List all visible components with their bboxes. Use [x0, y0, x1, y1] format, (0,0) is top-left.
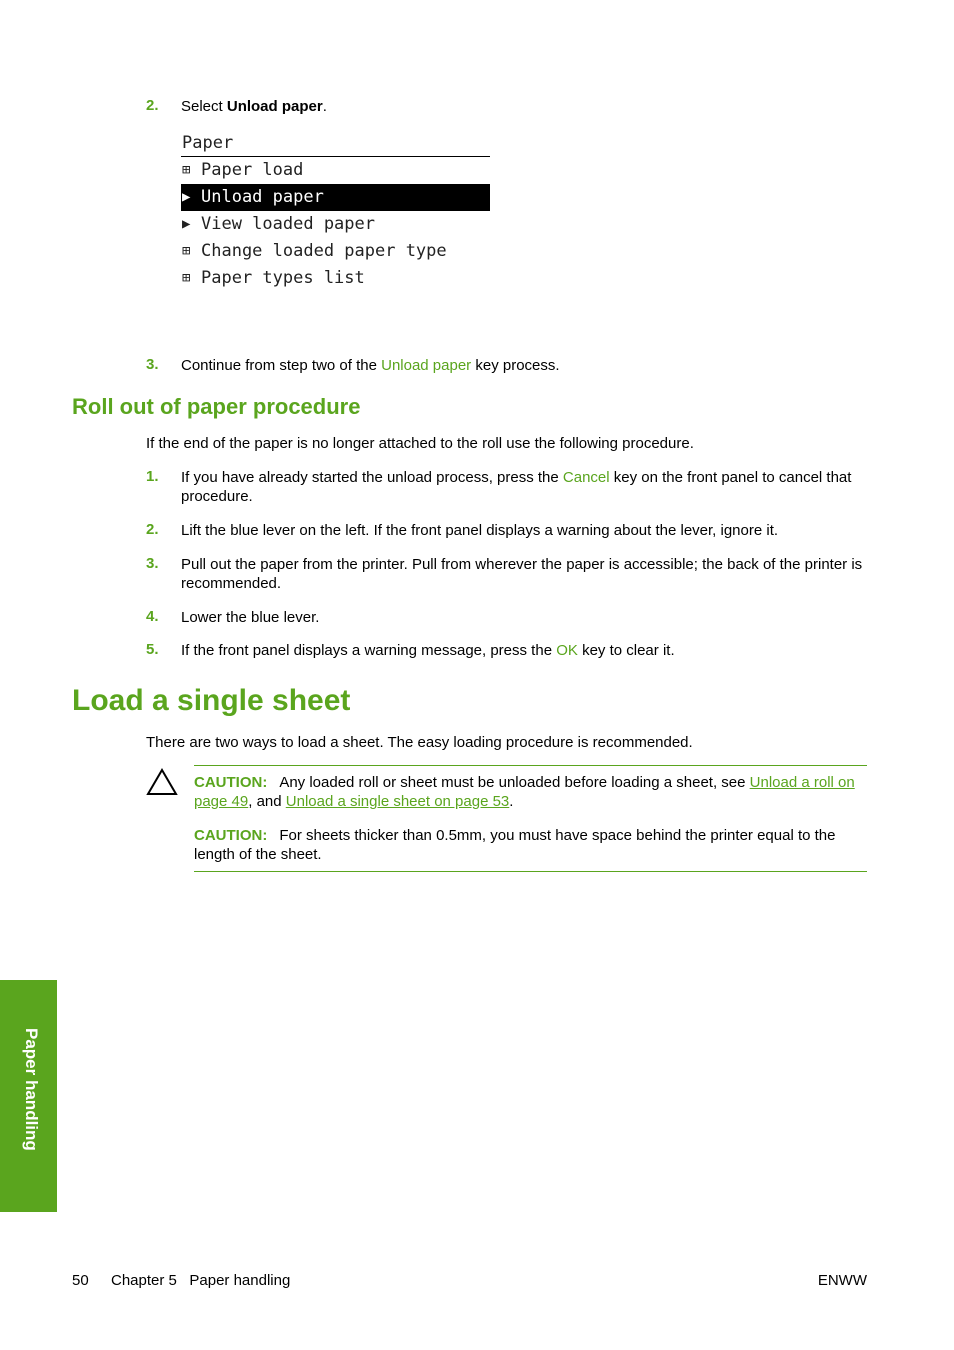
step-number: 4.: [146, 608, 159, 625]
expand-icon: ⊞: [182, 243, 191, 259]
caution-paragraph: [194, 773, 867, 811]
page-number: 50: [72, 1272, 89, 1289]
menu-item-label: Change loaded paper type: [201, 241, 447, 261]
cancel-key-link[interactable]: Cancel: [562, 469, 610, 486]
caution-triangle-icon: [146, 768, 178, 796]
expand-icon: ⊞: [182, 270, 191, 286]
ok-key-link[interactable]: OK: [556, 642, 578, 659]
step-text-after: key process.: [471, 357, 560, 374]
menu-item-paper-load[interactable]: [181, 157, 490, 184]
expand-icon: ⊞: [182, 162, 191, 178]
step-number: 1.: [146, 468, 159, 485]
section-intro: If the end of the paper is no longer attached to the roll use the following procedure.: [146, 435, 694, 452]
section-intro: There are two ways to load a sheet. The easy loading procedure is recommended.: [146, 734, 693, 751]
arrow-right-icon: ▶: [182, 216, 191, 232]
unload-single-sheet-link[interactable]: Unload a single sheet on page 53: [285, 793, 510, 810]
front-panel-menu: [181, 130, 490, 292]
menu-item-change-loaded-paper-type[interactable]: [181, 238, 490, 265]
caution-text: Any loaded roll or sheet must be unloaded before loading a sheet, see: [279, 774, 750, 791]
caution-label: CAUTION:: [194, 774, 268, 791]
step-bold-text: Unload paper: [226, 98, 323, 115]
step-text-after: key to clear it.: [577, 642, 675, 659]
unload-roll-link[interactable]: Unload a roll on page 49: [194, 774, 855, 810]
unload-paper-link[interactable]: Unload paper: [381, 357, 472, 374]
caution-text: .: [509, 793, 514, 810]
menu-item-label: Unload paper: [201, 187, 324, 207]
step-number: 2.: [146, 97, 159, 114]
step-text-before: If you have already started the unload process, press the: [181, 469, 563, 486]
caution-text: For sheets thicker than 0.5mm, you must have space behind the printer equal to the length of the sheet.: [194, 827, 836, 863]
step-text-after: .: [322, 98, 327, 115]
caution-paragraph: [194, 826, 867, 864]
step-text: [181, 641, 871, 660]
step-text-before: Select: [181, 98, 227, 115]
menu-item-paper-types-list[interactable]: [181, 265, 490, 292]
step-text: Pull out the paper from the printer. Pull from wherever the paper is accessible; the back of the printer is recommended.: [181, 556, 863, 592]
chapter-side-tab-label: Paper handling: [22, 1028, 41, 1151]
menu-title: Paper: [181, 130, 490, 157]
step-number: 3.: [146, 555, 159, 572]
menu-item-label: View loaded paper: [201, 214, 375, 234]
menu-item-view-loaded-paper[interactable]: [181, 211, 490, 238]
menu-item-label: Paper load: [201, 160, 304, 180]
step-number: 5.: [146, 641, 159, 658]
footer-right: ENWW: [817, 1272, 867, 1289]
arrow-right-icon: ▶: [182, 189, 191, 205]
step-text-before: If the front panel displays a warning message, press the: [181, 642, 557, 659]
caution-text: , and: [248, 793, 286, 810]
footer-chapter: Chapter 5 Paper handling: [111, 1272, 291, 1289]
step-text: [181, 356, 871, 375]
section-heading-roll-out: Roll out of paper procedure: [72, 394, 361, 419]
step-text-before: Continue from step two of the: [181, 357, 382, 374]
step-text: [181, 97, 871, 116]
step-text: [181, 468, 871, 506]
menu-item-unload-paper[interactable]: [181, 184, 490, 211]
step-text: Lift the blue lever on the left. If the front panel displays a warning about the lever, ignore it.: [181, 522, 779, 539]
step-number: 3.: [146, 356, 159, 373]
step-number: 2.: [146, 521, 159, 538]
caution-box: [194, 765, 867, 872]
step-text: Lower the blue lever.: [181, 609, 320, 626]
step-text-after: key on the front panel to cancel that procedure.: [181, 469, 852, 505]
caution-label: CAUTION:: [194, 827, 268, 844]
section-heading-load-single-sheet: Load a single sheet: [72, 684, 351, 717]
menu-item-label: Paper types list: [201, 268, 365, 288]
